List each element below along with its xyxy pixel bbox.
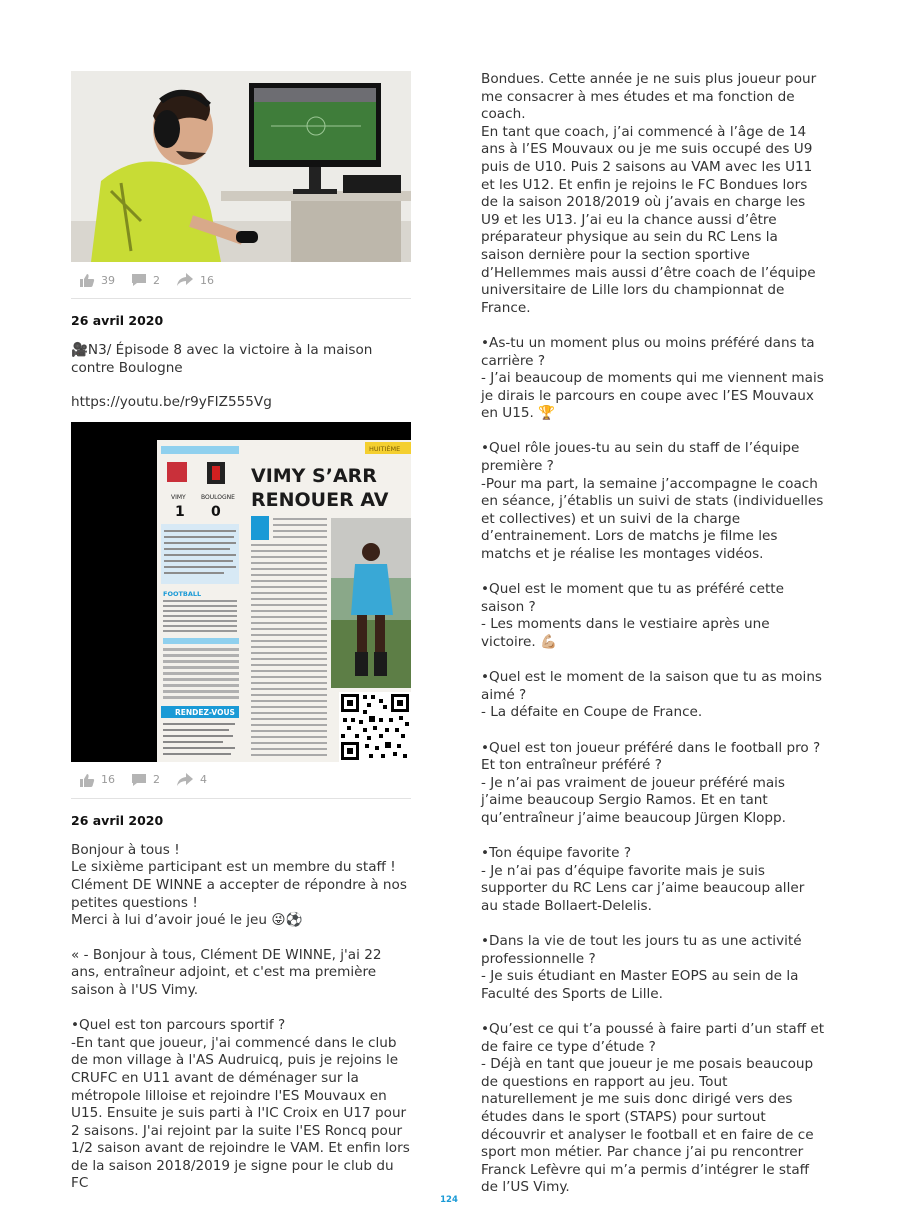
shares[interactable]	[176, 273, 214, 287]
thumbs-up-icon	[79, 773, 95, 787]
share-arrow-icon	[176, 773, 194, 787]
headline-line-2: RENOUER AV	[251, 488, 389, 511]
section-tag: HUITIÈME	[369, 444, 401, 453]
home-team-name: VIMY	[171, 493, 186, 501]
likes-count: 39	[101, 273, 115, 287]
page-number: 124	[440, 1195, 458, 1205]
shares-count: 16	[200, 273, 214, 287]
interview-text-part-2: Bondues. Cette année je ne suis plus joueur pour me consacrer à mes études et ma fonction de coach. En tant que coach, j’ai commencé à l’âge de 14 ans à l’ES Mouvaux ou je me suis occupé des U9 puis de U10. Puis 2 saisons au VAM avec les U11 et les U12. Et enfin je rejoins le FC Bondues lors de la saison 2018/2019 où j’avais en charge les U9 et les U13. J’ai eu la chance aussi d’être préparateur physique au sein du RC Lens la saison dernière pour la section sportive d’Hellemmes mais aussi d’être coach de l’équipe universitaire de Lille lors du championnat de France. •As-tu un moment plus ou moins préféré dans ta carrière ? - J’ai beaucoup de moments qui me viennent mais je dirais le parcours en coupe avec l’ES Mouvaux en U15. 🏆 •Quel rôle joues-tu au sein du staff de l’équipe première ? -Pour ma part, la semaine j’accompagne le coach en séance, j’établis un suivi de stats (individuelles et collectives) et un suivi de la charge d’entrainement. Lors de matchs je filme les matchs et je réalise les montages vidéos. •Quel est le moment que tu as préféré cette saison ? - Les moments dans le vestiaire après une victoire. 💪🏼 •Quel est le moment de la saison que tu as moins aimé ? - La défaite en Coupe de France. •Quel est ton joueur préféré dans le football pro ? Et ton entraîneur préféré ? - Je n’ai pas vraiment de joueur préféré mais j’aime beaucoup Sergio Ramos. Et en tant qu’entraîneur j’aime beaucoup Jürgen Klopp. •Ton équipe favorite ? - Je n’ai pas d’équipe favorite mais je suis supporter du RC Lens car j’aime beaucoup aller au stade Bollaert-Delelis. •Dans la vie de tout les jours tu as une activité professionnelle ? - Je suis étudiant en Master EOPS au sein de la Faculté des Sports de Lille. •Qu’est ce qui t’a poussé à faire parti d’un staff et de faire ce type d’étude ? - Déjà en tant que joueur je me posais beaucoup de questions en rapport au jeu. Tout naturellement je me suis donc dirigé vers des études dans le sport (STAPS) pour surtout découvrir et analyser le football et en faire de ce sport mon métier. Par chance j’ai pu rencontrer Franck Lefèvre qui m’a permis d’intégrer le staff de l’US Vimy.	[481, 71, 825, 1196]
qr-code[interactable]	[339, 692, 411, 762]
post-photo[interactable]	[71, 71, 411, 262]
home-score: 1	[175, 503, 185, 520]
likes-count: 16	[101, 773, 115, 787]
share-arrow-icon	[176, 273, 194, 287]
post-text: 🎥N3/ Épisode 8 avec la victoire à la maison contre Boulogne	[71, 342, 377, 376]
post-date: 26 avril 2020	[71, 313, 164, 328]
shares[interactable]	[176, 773, 207, 787]
newspaper-clipping[interactable]	[71, 422, 411, 762]
comments-count: 2	[153, 773, 160, 787]
post-intro: Bonjour à tous ! Le sixième participant est un membre du staff ! Clément DE WINNE a accepter de répondre à nos petites questions ! Merci à lui d’avoir joué le jeu 😜⚽	[71, 841, 407, 929]
likes[interactable]	[79, 273, 115, 287]
football-section-label: FOOTBALL	[163, 589, 202, 598]
likes[interactable]	[79, 773, 115, 787]
post-stats	[71, 762, 411, 799]
post-stats	[71, 262, 411, 299]
comments[interactable]	[131, 773, 160, 787]
away-team-name: BOULOGNE	[201, 493, 235, 501]
right-column	[481, 71, 825, 1197]
comments-count: 2	[153, 273, 160, 287]
headline-line-1: VIMY S’ARR	[251, 464, 377, 487]
post-link[interactable]: https://youtu.be/r9yFIZ555Vg	[71, 394, 272, 411]
thumbs-up-icon	[79, 273, 95, 287]
away-score: 0	[211, 503, 221, 520]
left-column	[71, 71, 411, 1193]
comments[interactable]	[131, 273, 160, 287]
post-date: 26 avril 2020	[71, 812, 164, 828]
qr-code-icon	[339, 692, 411, 762]
comment-icon	[131, 773, 147, 787]
rendez-vous-label: RENDEZ-VOUS	[175, 707, 235, 717]
gamer-photo-illustration	[71, 71, 411, 262]
shares-count: 4	[200, 773, 207, 787]
interview-text-part-1: « - Bonjour à tous, Clément DE WINNE, j'ai 22 ans, entraîneur adjoint, et c'est ma première saison à l'US Vimy. •Quel est ton parcours sportif ? -En tant que joueur, j'ai commencé dans le club de mon village à l'AS Audruicq, puis je rejoins le CRUFC en U11 avant de déménager sur la métropole lilloise et rejoindre l'ES Mouvaux en U15. Ensuite je suis parti à l'IC Croix en U17 pour 2 saisons. J'ai rejoint par la suite l'ES Roncq pour 1/2 saison avant de rejoindre le VAM. Et enfin lors de la saison 2018/2019 je signe pour le club du FC	[71, 946, 410, 1192]
comment-icon	[131, 273, 147, 287]
